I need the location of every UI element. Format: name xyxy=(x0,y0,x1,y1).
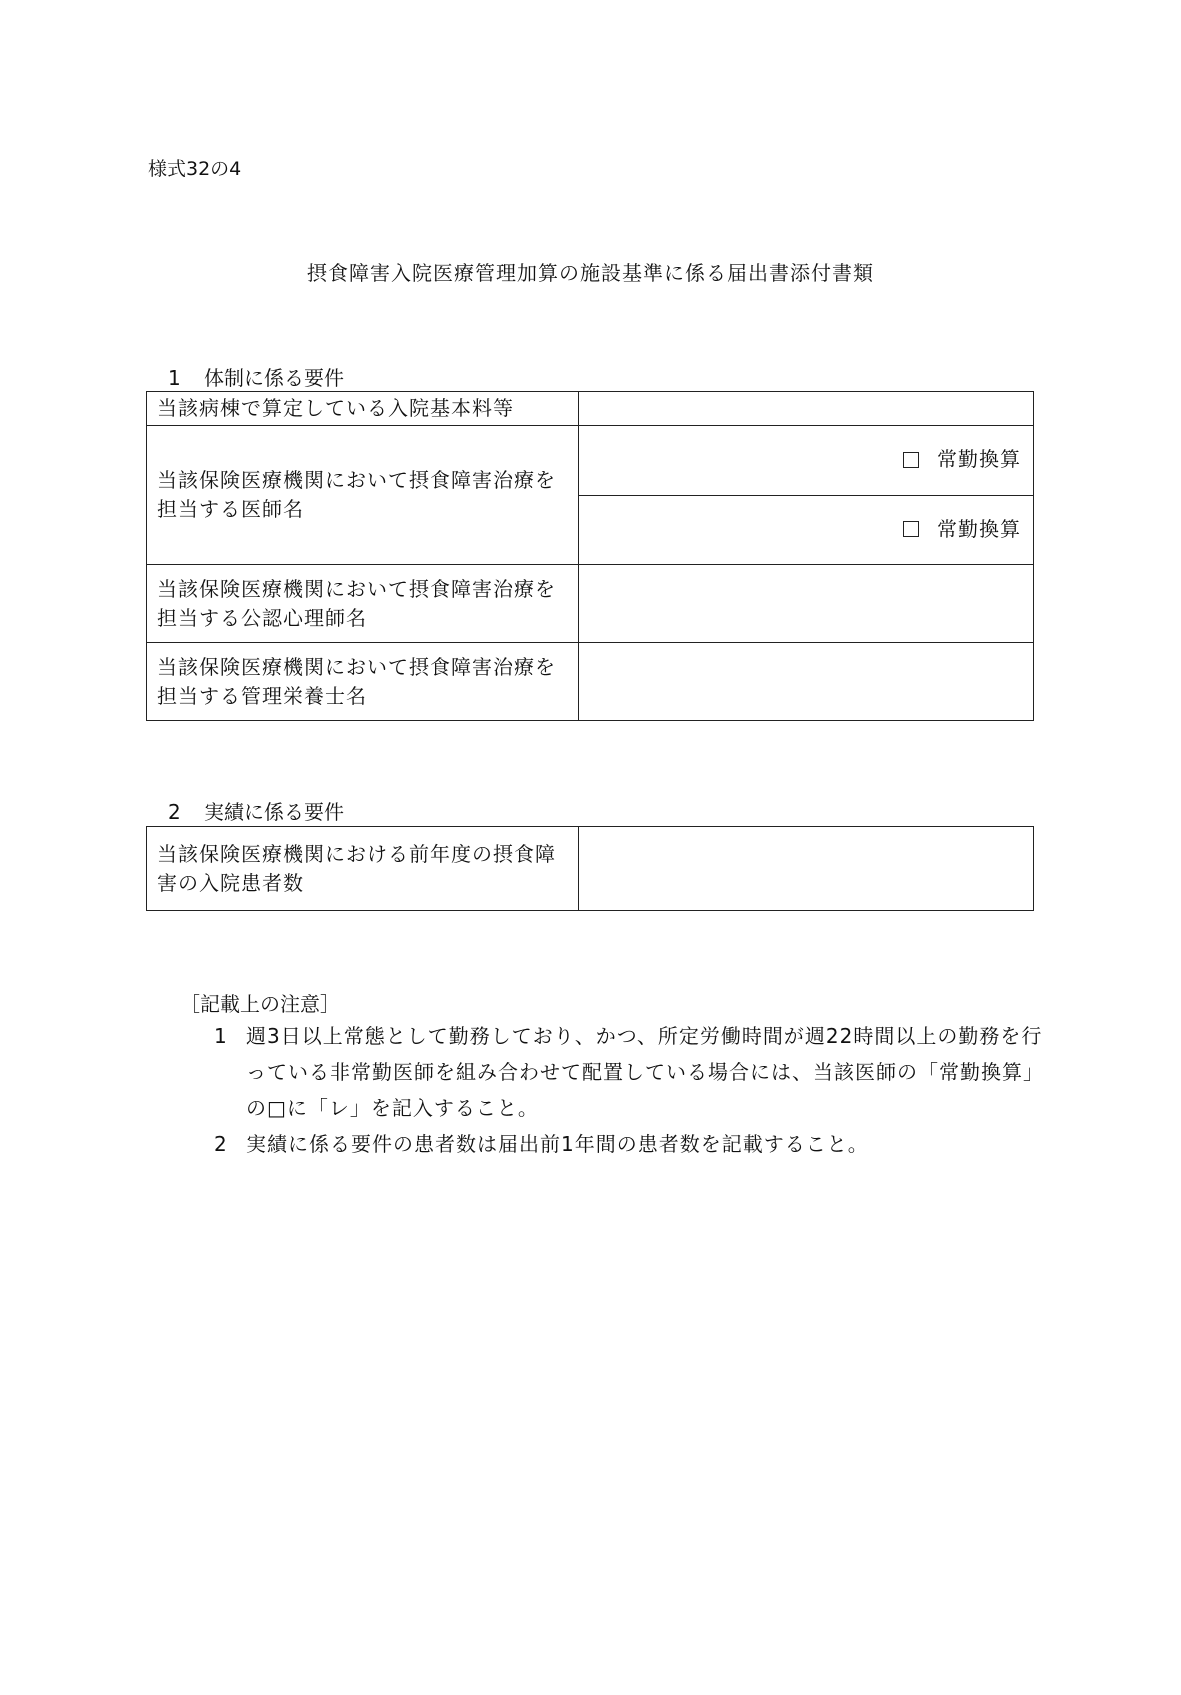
psychologist-label: 当該保険医療機関において摂食障害治療を担当する公認心理師名 xyxy=(147,565,579,643)
document-title: 摂食障害入院医療管理加算の施設基準に係る届出書添付書類 xyxy=(307,261,874,285)
table-row xyxy=(147,426,1034,496)
section2-heading xyxy=(168,796,344,825)
note-item-2 xyxy=(214,1126,1044,1162)
checkbox-icon[interactable] xyxy=(903,521,919,537)
section2-title: 実績に係る要件 xyxy=(204,800,344,824)
section2-number: 2 xyxy=(168,800,181,824)
section1-number: 1 xyxy=(168,366,181,390)
staffing-requirements-table xyxy=(146,391,1034,721)
note-number-1: 1 xyxy=(214,1024,228,1048)
table-row xyxy=(147,643,1034,721)
dietitian-name-value[interactable] xyxy=(579,643,1034,721)
note-number-2: 2 xyxy=(214,1132,228,1156)
dietitian-label: 当該保険医療機関において摂食障害治療を担当する管理栄養士名 xyxy=(147,643,579,721)
fulltime-equivalent-check-2[interactable] xyxy=(903,515,1023,544)
notes-heading: ［記載上の注意］ xyxy=(180,992,340,1016)
form-number: 様式32の4 xyxy=(148,158,242,180)
patients-label: 当該保険医療機関における前年度の摂食障害の入院患者数 xyxy=(147,827,579,911)
doctor-name-value-2[interactable] xyxy=(579,496,1034,565)
section1-title: 体制に係る要件 xyxy=(204,366,344,390)
basic-fee-label: 当該病棟で算定している入院基本料等 xyxy=(147,392,579,426)
fulltime-equivalent-label: 常勤換算 xyxy=(937,516,1021,541)
psychologist-name-value[interactable] xyxy=(579,565,1034,643)
note-text-1: 週3日以上常態として勤務しており、かつ、所定労働時間が週22時間以上の勤務を行っている非常勤医師を組み合わせて配置している場合には、当該医師の「常勤換算」の□に「レ」を記入すること。 xyxy=(246,1024,1044,1120)
table-row xyxy=(147,827,1034,911)
note-text-2: 実績に係る要件の患者数は届出前1年間の患者数を記載すること。 xyxy=(246,1132,869,1156)
doctor-name-value-1[interactable] xyxy=(579,426,1034,496)
fulltime-equivalent-label: 常勤換算 xyxy=(937,447,1021,472)
fulltime-equivalent-check-1[interactable] xyxy=(903,445,1023,474)
table-row xyxy=(147,392,1034,426)
checkbox-icon[interactable] xyxy=(903,452,919,468)
table-row xyxy=(147,565,1034,643)
note-item-1 xyxy=(214,1018,1044,1126)
section1-heading xyxy=(168,362,344,391)
doctor-label: 当該保険医療機関において摂食障害治療を担当する医師名 xyxy=(147,426,579,565)
patients-count-value[interactable] xyxy=(579,827,1034,911)
basic-fee-value[interactable] xyxy=(579,392,1034,426)
performance-requirements-table xyxy=(146,826,1034,911)
